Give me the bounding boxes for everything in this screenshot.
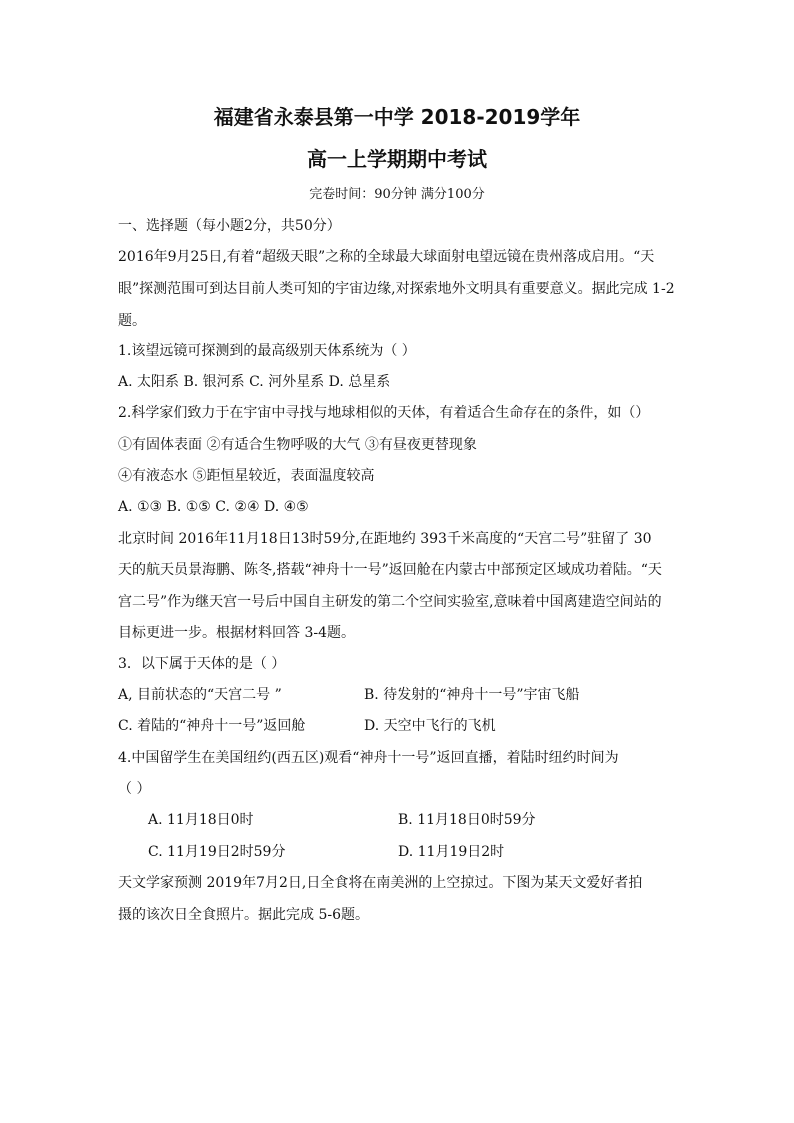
q3-stem: 3．以下属于天体的是（ ） xyxy=(118,656,286,672)
q3-option-c: C. 着陆的“神舟十一号”返回舱 xyxy=(118,718,306,734)
exam-info: 完卷时间：90分钟 满分100分 xyxy=(309,187,485,202)
q1-options: A. 太阳系 B. 银河系 C. 河外星系 D. 总星系 xyxy=(118,374,391,390)
q4-option-d: D. 11月19日2时 xyxy=(398,844,505,860)
exam-title-line2: 高一上学期期中考试 xyxy=(307,147,487,171)
q1-stem: 1.该望远镜可探测到的最高级别天体系统为（ ） xyxy=(118,343,416,359)
q3-option-b: B. 待发射的“神舟十一号”宇宙飞船 xyxy=(364,687,580,703)
q4-option-a: A. 11月18日0时 xyxy=(148,812,254,828)
passage1-line3: 题。 xyxy=(118,313,146,329)
passage1-line2: 眼”探测范围可到达目前人类可知的宇宙边缘,对探索地外文明具有重要意义。据此完成 1-2 xyxy=(118,281,675,297)
q2-conditions-line1: ①有固体表面 ②有适合生物呼吸的大气 ③有昼夜更替现象 xyxy=(118,437,477,453)
q4-stem: 4.中国留学生在美国纽约(西五区)观看“神舟十一号”返回直播，着陆时纽约时间为 xyxy=(118,750,619,766)
passage1-line1: 2016年9月25日,有着“超级天眼”之称的全球最大球面射电望远镜在贵州落成启用。“天 xyxy=(118,249,655,265)
passage2-line2: 天的航天员景海鹏、陈冬,搭载“神舟十一号”返回舱在内蒙古中部预定区域成功着陆。“天 xyxy=(118,562,662,578)
q2-conditions-line2: ④有液态水 ⑤距恒星较近，表面温度较高 xyxy=(118,468,375,484)
exam-title-line1: 福建省永泰县第一中学 2018-2019学年 xyxy=(213,105,581,129)
q3-option-a: A, 目前状态的“天宫二号 ” xyxy=(118,687,282,703)
passage2-line3: 宫二号”作为继天宫一号后中国自主研发的第二个空间实验室,意味着中国离建造空间站的 xyxy=(118,594,662,610)
passage2-line4: 目标更进一步。根据材料回答 3-4题。 xyxy=(118,625,355,641)
q3-option-d: D. 天空中飞行的飞机 xyxy=(364,718,496,734)
q4-option-b: B. 11月18日0时59分 xyxy=(398,812,536,828)
q2-options: A. ①③ B. ①⑤ C. ②④ D. ④⑤ xyxy=(118,499,309,515)
q4-stem-paren: （ ） xyxy=(118,781,151,797)
passage2-line1: 北京时间 2016年11月18日13时59分,在距地约 393千米高度的“天宫二号”驻留了 30 xyxy=(118,531,652,547)
passage3-line1: 天文学家预测 2019年7月2日,日全食将在南美洲的上空掠过。下图为某天文爱好者拍 xyxy=(118,875,643,891)
q4-option-c: C. 11月19日2时59分 xyxy=(148,844,286,860)
section-heading: 一、选择题（每小题2分，共50分） xyxy=(118,218,341,234)
passage3-line2: 摄的该次日全食照片。据此完成 5-6题。 xyxy=(118,907,369,923)
q2-stem: 2.科学家们致力于在宇宙中寻找与地球相似的天体，有着适合生命存在的条件，如（） xyxy=(118,405,650,421)
